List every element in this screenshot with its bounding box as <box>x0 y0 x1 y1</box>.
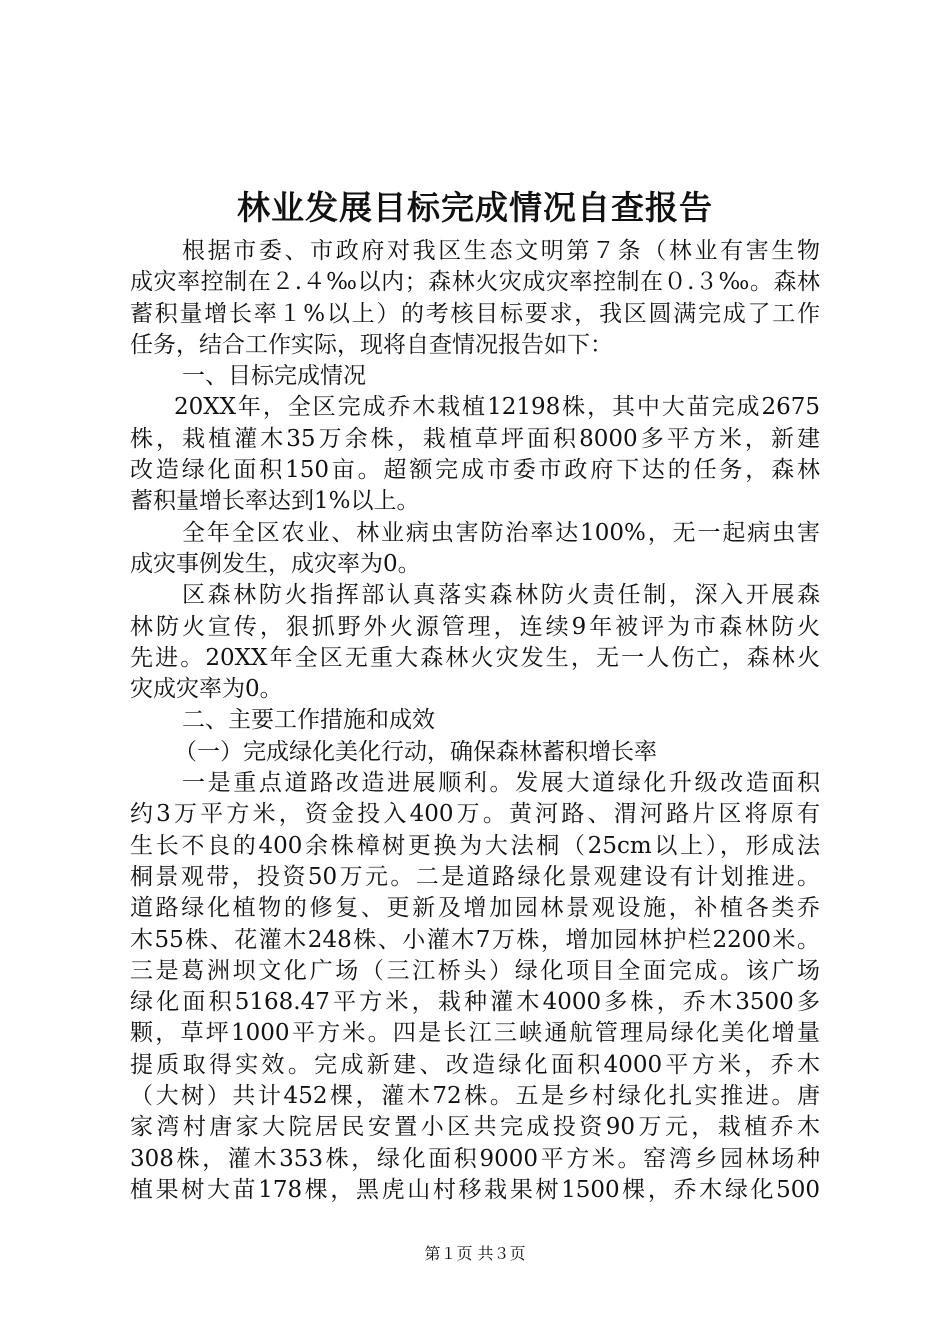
text-line: 308株，灌木353株，绿化面积9000平方米。窑湾乡园林场种 <box>130 1145 820 1172</box>
text-line: 根据市委、市政府对我区生态文明第７条（林业有害生物 <box>182 238 820 264</box>
text-line: 株，栽植灌木35万余株，栽植草坪面积8000多平方米，新建 <box>130 425 820 452</box>
text-line: 全年全区农业、林业病虫害防治率达100%，无一起病虫害 <box>182 519 820 546</box>
text-line: 绿化面积5168.47平方米，栽种灌木4000多株，乔木3500多 <box>130 989 820 1016</box>
text-line: 木55株、花灌木248株、小灌木7万株，增加园林护栏2200米。 <box>130 926 820 953</box>
text-line: 一、目标完成情况 <box>182 363 366 390</box>
text-line: 蓄积量增长率１%以上）的考核目标要求，我区圆满完成了工作 <box>130 300 820 327</box>
text-line: 灾成灾率为0。 <box>130 676 283 703</box>
text-line: 二、主要工作措施和成效 <box>182 707 435 734</box>
text-line: 约3万平方米，资金投入400万。黄河路、渭河路片区将原有 <box>130 801 820 828</box>
text-line: 三是葛洲坝文化广场（三江桥头）绿化项目全面完成。该广场 <box>130 957 820 984</box>
text-line: 家湾村唐家大院居民安置小区共完成投资90万元，栽植乔木 <box>130 1114 820 1141</box>
text-line: （大树）共计452棵，灌木72株。五是乡村绿化扎实推进。唐 <box>130 1083 820 1110</box>
text-line: 改造绿化面积150亩。超额完成市委市政府下达的任务，森林 <box>130 457 820 484</box>
text-line: 颗，草坪1000平方米。四是长江三峡通航管理局绿化美化增量 <box>130 1020 820 1047</box>
text-line: 林防火宣传，狠抓野外火源管理，连续9年被评为市森林防火 <box>130 613 820 640</box>
text-line: （一）完成绿化美化行动，确保森林蓄积增长率 <box>174 738 657 765</box>
text-line: 蓄积量增长率达到1%以上。 <box>130 488 420 515</box>
document-title: 林业发展目标完成情况自查报告 <box>237 188 713 227</box>
text-line: 成灾事例发生，成灾率为0。 <box>130 550 421 577</box>
text-line: 植果树大苗178棵，黑虎山村移栽果树1500棵，乔木绿化500 <box>130 1176 820 1203</box>
text-line: 成灾率控制在２.４‰以内；森林火灾成灾率控制在０.３‰。森林 <box>130 269 820 296</box>
document-body <box>130 236 820 1206</box>
text-line: 先进。20XX年全区无重大森林火灾发生，无一人伤亡，森林火 <box>130 644 820 671</box>
text-line: 一是重点道路改造进展顺利。发展大道绿化升级改造面积 <box>182 770 820 797</box>
page-footer: 第１页 共３页 <box>424 1244 526 1263</box>
text-line: 道路绿化植物的修复、更新及增加园林景观设施，补植各类乔 <box>130 895 820 922</box>
text-line: 桐景观带，投资50万元。二是道路绿化景观建设有计划推进。 <box>130 863 820 890</box>
text-line: 任务，结合工作实际，现将自查情况报告如下： <box>130 331 613 358</box>
text-line: 提质取得实效。完成新建、改造绿化面积4000平方米，乔木 <box>130 1051 820 1078</box>
text-line: 区森林防火指挥部认真落实森林防火责任制，深入开展森 <box>182 582 820 609</box>
text-line: 20XX年，全区完成乔木栽植12198株，其中大苗完成2675 <box>174 394 820 421</box>
text-line: 生长不良的400余株樟树更换为大法桐（25cm以上），形成法 <box>130 832 820 859</box>
